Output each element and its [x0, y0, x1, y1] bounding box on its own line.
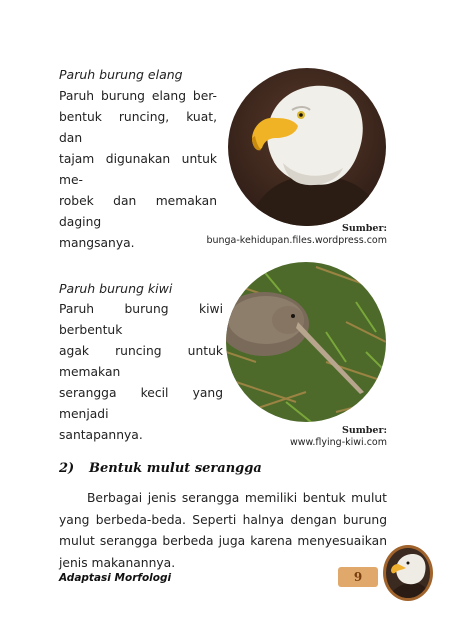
- eagle-line-5: mangsanya.: [59, 236, 135, 250]
- section-number: 2): [59, 461, 75, 476]
- eagle-description: [59, 86, 217, 254]
- eagle-line-3: tajam digunakan untuk me-: [59, 152, 217, 187]
- kiwi-photo: [226, 262, 386, 422]
- eagle-line-4: robek dan memakan daging: [59, 194, 217, 229]
- kiwi-caption-title: Paruh burung kiwi: [59, 281, 173, 296]
- eagle-caption-title: Paruh burung elang: [59, 67, 183, 82]
- kiwi-source: [290, 425, 387, 449]
- eagle-source-url: bunga-kehidupan.files.wordpress.com: [206, 235, 387, 246]
- eagle-source: [206, 223, 387, 247]
- kiwi-line-1: Paruh burung kiwi berbentuk: [59, 302, 223, 337]
- eagle-source-label: Sumber:: [341, 223, 387, 234]
- kiwi-source-label: Sumber:: [341, 425, 387, 436]
- section-title: Bentuk mulut serangga: [89, 461, 262, 476]
- kiwi-line-4: santapannya.: [59, 428, 143, 442]
- kiwi-source-url: www.flying-kiwi.com: [289, 437, 387, 448]
- eagle-line-2: bentuk runcing, kuat, dan: [59, 110, 217, 145]
- footer-title: Adaptasi Morfologi: [59, 572, 172, 584]
- footer-eagle-thumbnail: [383, 545, 433, 601]
- section-body: Berbagai jenis serangga memiliki bentuk mulut yang berbeda-beda. Seperti halnya dengan burung mulut serangga berbeda juga karena menyesuaikan jenis makanannya.: [59, 491, 387, 570]
- kiwi-line-3: serangga kecil yang menjadi: [59, 386, 223, 421]
- kiwi-description: [59, 299, 223, 446]
- eagle-line-1: Paruh burung elang ber-: [59, 89, 217, 103]
- page-number-badge: 9: [338, 567, 378, 587]
- section-heading: [59, 461, 262, 476]
- eagle-photo: [228, 68, 386, 226]
- kiwi-line-2: agak runcing untuk memakan: [59, 344, 223, 379]
